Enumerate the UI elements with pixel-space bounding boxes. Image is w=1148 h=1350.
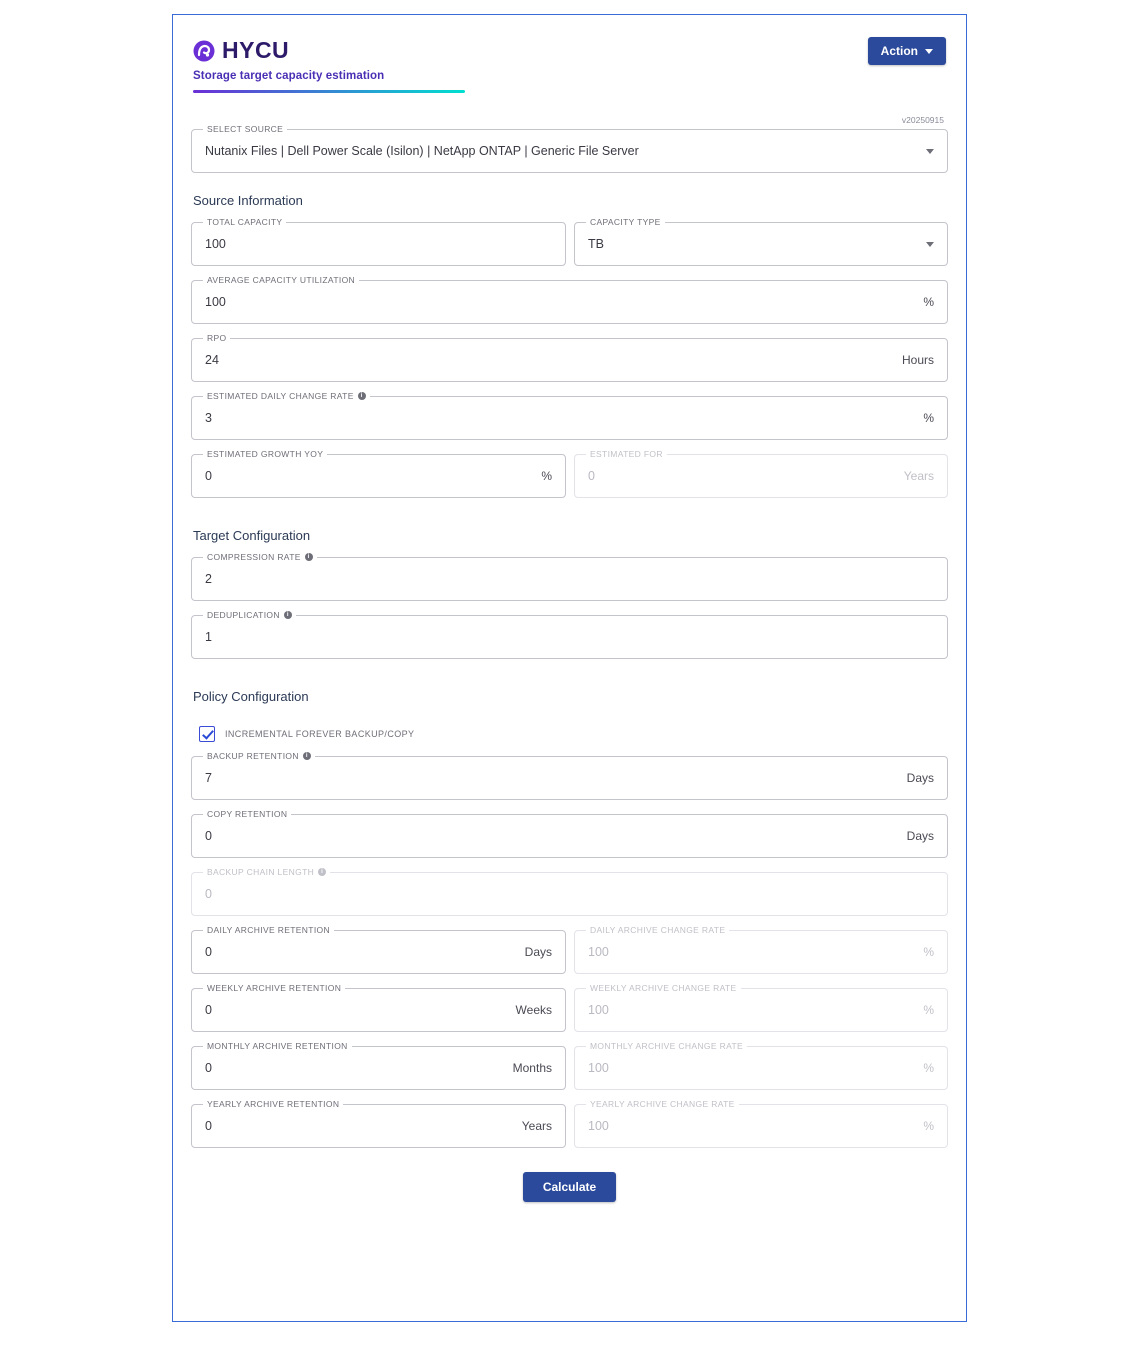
weekly-archive-change-rate-value: 100 [588, 1003, 609, 1017]
daily-archive-change-rate-legend: DAILY ARCHIVE CHANGE RATE [586, 925, 729, 935]
monthly-archive-change-rate-legend: MONTHLY ARCHIVE CHANGE RATE [586, 1041, 747, 1051]
backup-retention-legend-text: BACKUP RETENTION [207, 751, 299, 761]
daily-archive-retention-value[interactable]: 0 [205, 945, 212, 959]
compression-rate-field[interactable] [191, 552, 948, 601]
deduplication-legend-text: DEDUPLICATION [207, 610, 280, 620]
backup-retention-value[interactable]: 7 [205, 771, 212, 785]
logo-row [193, 37, 465, 64]
weekly-archive-retention-value[interactable]: 0 [205, 1003, 212, 1017]
deduplication-value[interactable]: 1 [205, 630, 212, 644]
logo-text: HYCU [222, 37, 290, 63]
estimated-for-value: 0 [588, 469, 595, 483]
total-capacity-legend: TOTAL CAPACITY [203, 217, 286, 227]
info-icon[interactable]: i [303, 752, 311, 760]
average-capacity-utilization-value[interactable]: 100 [205, 295, 226, 309]
monthly-archive-retention-legend: MONTHLY ARCHIVE RETENTION [203, 1041, 352, 1051]
monthly-archive-change-rate-unit: % [923, 1061, 934, 1075]
rpo-value[interactable]: 24 [205, 353, 219, 367]
info-icon[interactable]: i [358, 392, 366, 400]
weekly-archive-retention-legend: WEEKLY ARCHIVE RETENTION [203, 983, 345, 993]
yearly-archive-change-rate-field [574, 1099, 948, 1148]
estimator-window [172, 14, 967, 1322]
gradient-divider [193, 90, 465, 93]
chevron-down-icon [925, 49, 933, 54]
chevron-down-icon[interactable] [926, 149, 934, 154]
backup-retention-field[interactable] [191, 751, 948, 800]
weekly-archive-change-rate-legend: WEEKLY ARCHIVE CHANGE RATE [586, 983, 741, 993]
estimated-daily-change-rate-field[interactable] [191, 391, 948, 440]
estimated-daily-change-rate-value[interactable]: 3 [205, 411, 212, 425]
app-header [191, 33, 948, 93]
deduplication-legend [203, 610, 296, 620]
compression-rate-legend-text: COMPRESSION RATE [207, 552, 301, 562]
average-capacity-utilization-unit: % [923, 295, 934, 309]
estimated-daily-change-rate-legend-text: ESTIMATED DAILY CHANGE RATE [207, 391, 354, 401]
version-label: v20250915 [901, 115, 944, 125]
chevron-down-icon[interactable] [926, 242, 934, 247]
copy-retention-legend: COPY RETENTION [203, 809, 291, 819]
total-capacity-field[interactable] [191, 217, 566, 266]
backup-chain-length-legend [203, 867, 330, 877]
monthly-archive-retention-field[interactable] [191, 1041, 566, 1090]
incremental-forever-label: INCREMENTAL FOREVER BACKUP/COPY [225, 729, 415, 739]
copy-retention-unit: Days [906, 829, 934, 843]
section-source-information: Source Information [193, 193, 303, 208]
weekly-archive-retention-field[interactable] [191, 983, 566, 1032]
capacity-type-field[interactable] [574, 217, 948, 266]
weekly-archive-change-rate-field [574, 983, 948, 1032]
yearly-archive-retention-unit: Years [521, 1119, 552, 1133]
capacity-type-value: TB [588, 237, 604, 251]
calculate-row [191, 1172, 948, 1224]
info-icon[interactable]: i [305, 553, 313, 561]
daily-archive-change-rate-value: 100 [588, 945, 609, 959]
daily-archive-retention-unit: Days [524, 945, 552, 959]
copy-retention-value[interactable]: 0 [205, 829, 212, 843]
estimated-daily-change-rate-legend [203, 391, 370, 401]
brand-block [193, 37, 465, 93]
estimated-growth-yoy-value[interactable]: 0 [205, 469, 212, 483]
yearly-archive-retention-field[interactable] [191, 1099, 566, 1148]
estimated-growth-yoy-unit: % [541, 469, 552, 483]
estimated-growth-yoy-field[interactable] [191, 449, 566, 498]
yearly-archive-change-rate-value: 100 [588, 1119, 609, 1133]
weekly-archive-retention-unit: Weeks [515, 1003, 552, 1017]
compression-rate-value[interactable]: 2 [205, 572, 212, 586]
estimated-for-unit: Years [903, 469, 934, 483]
estimated-for-legend: ESTIMATED FOR [586, 449, 667, 459]
info-icon: i [318, 868, 326, 876]
deduplication-field[interactable] [191, 610, 948, 659]
yearly-archive-change-rate-unit: % [923, 1119, 934, 1133]
select-source-value: Nutanix Files | Dell Power Scale (Isilon) | NetApp ONTAP | Generic File Server [205, 144, 639, 158]
section-policy-configuration: Policy Configuration [193, 689, 309, 704]
average-capacity-utilization-legend: AVERAGE CAPACITY UTILIZATION [203, 275, 359, 285]
select-source-legend: SELECT SOURCE [203, 124, 287, 134]
section-target-configuration: Target Configuration [193, 528, 311, 543]
yearly-archive-retention-legend: YEARLY ARCHIVE RETENTION [203, 1099, 343, 1109]
average-capacity-utilization-field[interactable] [191, 275, 948, 324]
rpo-field[interactable] [191, 333, 948, 382]
daily-archive-retention-field[interactable] [191, 925, 566, 974]
backup-retention-unit: Days [906, 771, 934, 785]
backup-chain-length-legend-text: BACKUP CHAIN LENGTH [207, 867, 315, 877]
incremental-forever-checkbox[interactable] [199, 726, 215, 742]
daily-archive-change-rate-unit: % [923, 945, 934, 959]
action-button-label: Action [880, 44, 918, 58]
hycu-logo-icon [193, 40, 215, 62]
calculate-button[interactable]: Calculate [523, 1172, 616, 1202]
capacity-type-legend: CAPACITY TYPE [586, 217, 665, 227]
compression-rate-legend [203, 552, 317, 562]
daily-archive-change-rate-field [574, 925, 948, 974]
backup-chain-length-value: 0 [205, 887, 212, 901]
total-capacity-value[interactable]: 100 [205, 237, 226, 251]
rpo-unit: Hours [901, 353, 934, 367]
daily-archive-retention-legend: DAILY ARCHIVE RETENTION [203, 925, 334, 935]
select-source-field[interactable] [191, 124, 948, 173]
info-icon[interactable]: i [284, 611, 292, 619]
monthly-archive-retention-value[interactable]: 0 [205, 1061, 212, 1075]
page-subtitle: Storage target capacity estimation [193, 70, 385, 82]
monthly-archive-change-rate-field [574, 1041, 948, 1090]
rpo-legend: RPO [203, 333, 230, 343]
estimated-daily-change-rate-unit: % [923, 411, 934, 425]
backup-chain-length-field [191, 867, 948, 916]
backup-retention-legend [203, 751, 315, 761]
estimated-for-field [574, 449, 948, 498]
yearly-archive-retention-value[interactable]: 0 [205, 1119, 212, 1133]
monthly-archive-retention-unit: Months [512, 1061, 552, 1075]
incremental-forever-row[interactable] [191, 726, 948, 742]
weekly-archive-change-rate-unit: % [923, 1003, 934, 1017]
action-button[interactable] [868, 37, 946, 65]
yearly-archive-change-rate-legend: YEARLY ARCHIVE CHANGE RATE [586, 1099, 739, 1109]
copy-retention-field[interactable] [191, 809, 948, 858]
monthly-archive-change-rate-value: 100 [588, 1061, 609, 1075]
estimated-growth-yoy-legend: ESTIMATED GROWTH YOY [203, 449, 327, 459]
